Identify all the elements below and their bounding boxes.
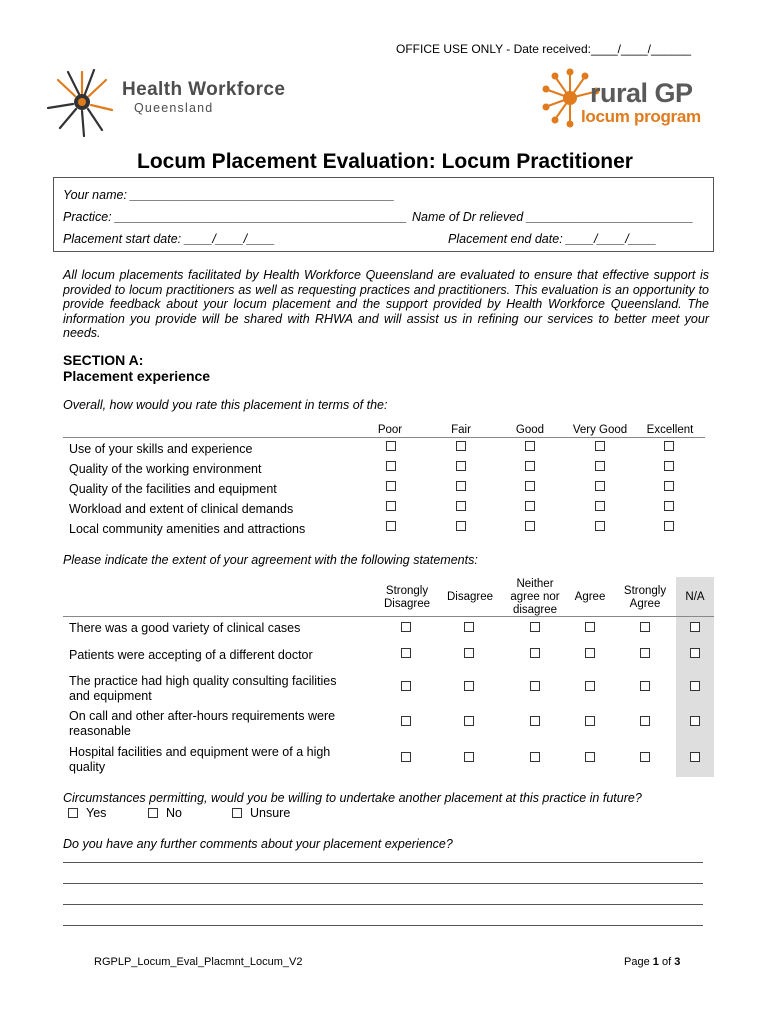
rating-checkbox[interactable] xyxy=(456,441,466,451)
agreement-checkbox[interactable] xyxy=(530,716,540,726)
agreement-checkbox[interactable] xyxy=(401,681,411,691)
agreement-checkbox[interactable] xyxy=(464,716,474,726)
rating-checkbox[interactable] xyxy=(456,461,466,471)
agree-row-consulting xyxy=(69,674,337,704)
rating-col-fair: Fair xyxy=(451,424,471,436)
agree-row-hospital-line2: quality xyxy=(69,760,106,774)
hwq-logo-subtitle: Queensland xyxy=(134,101,214,115)
agreement-checkbox[interactable] xyxy=(690,716,700,726)
agreement-checkbox[interactable] xyxy=(640,648,650,658)
rating-checkbox[interactable] xyxy=(456,501,466,511)
rating-row-skills: Use of your skills and experience xyxy=(69,442,253,456)
rating-checkbox[interactable] xyxy=(456,481,466,491)
agree-col-strongly-agree-line1: Strongly xyxy=(623,585,667,597)
agreement-checkbox[interactable] xyxy=(585,622,595,632)
agreement-checkbox[interactable] xyxy=(585,716,595,726)
rating-checkbox[interactable] xyxy=(664,441,674,451)
agree-col-strongly-disagree-line1: Strongly xyxy=(385,585,429,597)
agree-row-on-call xyxy=(69,709,335,739)
page-total: 3 xyxy=(674,956,681,968)
agreement-question: Please indicate the extent of your agreement with the following statements: xyxy=(63,553,478,567)
agree-col-na: N/A xyxy=(685,591,705,603)
rural-gp-subtitle: locum program xyxy=(581,107,701,126)
agreement-checkbox[interactable] xyxy=(585,681,595,691)
agree-col-strongly-disagree xyxy=(372,585,442,611)
rating-checkbox[interactable] xyxy=(664,481,674,491)
agree-row-hospital xyxy=(69,745,330,775)
office-use-date: OFFICE USE ONLY - Date received:____/____/______ xyxy=(396,42,692,56)
comment-line[interactable] xyxy=(63,904,703,905)
rural-gp-title: rural GP xyxy=(590,78,693,108)
rating-checkbox[interactable] xyxy=(595,481,605,491)
agree-row-patients: Patients were accepting of a different doctor xyxy=(69,648,313,662)
agreement-checkbox[interactable] xyxy=(530,681,540,691)
rating-checkbox[interactable] xyxy=(386,481,396,491)
agreement-checkbox[interactable] xyxy=(464,681,474,691)
section-label: SECTION A: xyxy=(63,352,144,368)
rating-row-facilities: Quality of the facilities and equipment xyxy=(69,482,277,496)
agreement-checkbox[interactable] xyxy=(530,622,540,632)
rating-checkbox[interactable] xyxy=(525,481,535,491)
agreement-checkbox[interactable] xyxy=(401,622,411,632)
future-unsure-label: Unsure xyxy=(250,806,291,820)
end-date-field[interactable]: Placement end date: ____/____/____ xyxy=(448,232,657,246)
agreement-checkbox[interactable] xyxy=(640,716,650,726)
rating-checkbox[interactable] xyxy=(595,441,605,451)
rating-checkbox[interactable] xyxy=(595,501,605,511)
agreement-checkbox[interactable] xyxy=(690,622,700,632)
rating-col-very-good: Very Good xyxy=(572,424,628,436)
rating-checkbox[interactable] xyxy=(386,461,396,471)
agree-row-consulting-line2: and equipment xyxy=(69,689,152,703)
agreement-checkbox[interactable] xyxy=(464,752,474,762)
agreement-header-line xyxy=(63,616,714,617)
rating-checkbox[interactable] xyxy=(525,521,535,531)
rating-row-environment: Quality of the working environment xyxy=(69,462,262,476)
rating-checkbox[interactable] xyxy=(386,441,396,451)
agree-col-neither-line2: agree nor xyxy=(510,591,560,603)
agreement-checkbox[interactable] xyxy=(464,622,474,632)
page-prefix: Page xyxy=(624,956,650,968)
footer-doc-code: RGPLP_Locum_Eval_Placmnt_Locum_V2 xyxy=(94,956,303,968)
comments-question: Do you have any further comments about your placement experience? xyxy=(63,837,453,851)
agreement-checkbox[interactable] xyxy=(640,681,650,691)
practice-field[interactable]: Practice: __________________________________________ xyxy=(63,210,408,224)
agreement-checkbox[interactable] xyxy=(401,716,411,726)
future-question: Circumstances permitting, would you be willing to undertake another placement at this practice in future? xyxy=(63,791,642,805)
comment-line[interactable] xyxy=(63,862,703,863)
agreement-checkbox[interactable] xyxy=(530,648,540,658)
agree-row-variety: There was a good variety of clinical cases xyxy=(69,621,301,635)
health-workforce-qld-logo xyxy=(38,60,126,140)
page-current: 1 xyxy=(652,956,659,968)
footer-page-number xyxy=(624,956,680,968)
hwq-logo-title: Health Workforce xyxy=(122,79,286,100)
agree-row-on-call-line2: reasonable xyxy=(69,724,131,738)
future-no-label: No xyxy=(166,806,182,820)
agree-col-strongly-disagree-line2: Disagree xyxy=(383,598,431,610)
rating-col-excellent: Excellent xyxy=(646,424,694,436)
agreement-checkbox[interactable] xyxy=(640,752,650,762)
section-title: Placement experience xyxy=(63,368,211,384)
rating-checkbox[interactable] xyxy=(595,461,605,471)
future-yes-label: Yes xyxy=(86,806,107,820)
rating-checkbox[interactable] xyxy=(525,501,535,511)
agree-col-neither-line1: Neither xyxy=(516,578,554,590)
rating-col-good: Good xyxy=(515,424,545,436)
agreement-checkbox[interactable] xyxy=(401,648,411,658)
rating-checkbox[interactable] xyxy=(386,521,396,531)
rating-header-line xyxy=(63,437,705,438)
future-no-checkbox[interactable] xyxy=(148,808,158,818)
rating-row-amenities: Local community amenities and attractions xyxy=(69,522,306,536)
agree-col-disagree: Disagree xyxy=(446,591,494,603)
agree-row-hospital-line1: Hospital facilities and equipment were of a high xyxy=(69,745,331,759)
agree-row-consulting-line1: The practice had high quality consulting facilities xyxy=(69,674,337,688)
agree-col-agree: Agree xyxy=(574,591,606,603)
agree-col-neither-line3: disagree xyxy=(512,604,558,616)
agreement-checkbox[interactable] xyxy=(640,622,650,632)
rating-checkbox[interactable] xyxy=(595,521,605,531)
rating-checkbox[interactable] xyxy=(664,501,674,511)
agree-col-strongly-agree-line2: Agree xyxy=(629,598,661,610)
comment-line[interactable] xyxy=(63,883,703,884)
start-date-field[interactable]: Placement start date: ____/____/____ xyxy=(63,232,275,246)
agreement-checkbox[interactable] xyxy=(690,648,700,658)
intro-paragraph: All locum placements facilitated by Health Workforce Queensland are evaluated to ensure that effective support is provided to locum practitioners as well as requesting practices and practitioners. This evaluation is an opportunity to provide feedback about your locum placement and the support provided by Health Workforce Queensland. The information you provide will be shared with RHWA and will assist us in refining our services to better meet your needs. xyxy=(63,268,709,340)
rating-question: Overall, how would you rate this placement in terms of the: xyxy=(63,398,388,412)
rating-checkbox[interactable] xyxy=(525,441,535,451)
name-of-dr-field[interactable]: Name of Dr relieved ________________________ xyxy=(412,210,694,224)
page-of: of xyxy=(661,956,672,968)
rating-row-workload: Workload and extent of clinical demands xyxy=(69,502,294,516)
rating-checkbox[interactable] xyxy=(664,461,674,471)
agreement-checkbox[interactable] xyxy=(690,752,700,762)
na-column-shading xyxy=(676,577,714,777)
agreement-checkbox[interactable] xyxy=(585,648,595,658)
agreement-checkbox[interactable] xyxy=(690,681,700,691)
agreement-checkbox[interactable] xyxy=(401,752,411,762)
rating-checkbox[interactable] xyxy=(525,461,535,471)
agree-row-on-call-line1: On call and other after-hours requirements were xyxy=(69,709,336,723)
future-unsure-checkbox[interactable] xyxy=(232,808,242,818)
agreement-checkbox[interactable] xyxy=(464,648,474,658)
agreement-checkbox[interactable] xyxy=(530,752,540,762)
future-yes-checkbox[interactable] xyxy=(68,808,78,818)
agreement-checkbox[interactable] xyxy=(585,752,595,762)
rating-col-poor: Poor xyxy=(377,424,403,436)
agree-col-strongly-agree xyxy=(610,585,680,611)
rating-checkbox[interactable] xyxy=(456,521,466,531)
document-title: Locum Placement Evaluation: Locum Practitioner xyxy=(137,150,633,173)
rating-checkbox[interactable] xyxy=(664,521,674,531)
comment-line[interactable] xyxy=(63,925,703,926)
rating-checkbox[interactable] xyxy=(386,501,396,511)
your-name-field[interactable]: Your name: ______________________________________ xyxy=(63,188,395,202)
